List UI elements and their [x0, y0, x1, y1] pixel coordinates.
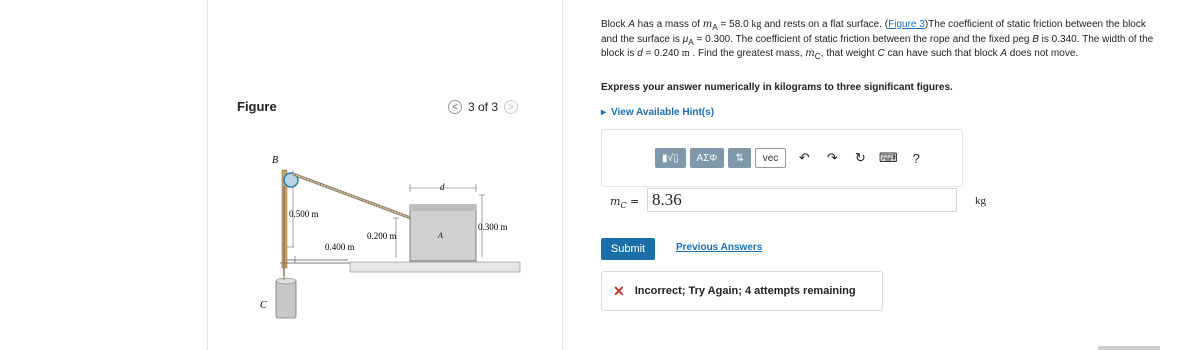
feedback-message: Incorrect; Try Again; 4 attempts remaining: [634, 285, 856, 297]
vector-button[interactable]: vec: [755, 148, 787, 168]
answer-variable-label: $m_C$ =: [610, 195, 640, 211]
answer-input[interactable]: 8.36: [647, 188, 957, 212]
submit-button[interactable]: Submit: [601, 238, 655, 260]
view-hints-link[interactable]: [601, 107, 714, 118]
figure-diagram: [260, 150, 530, 325]
figure-pager: [448, 100, 518, 114]
pager-text: 3 of 3: [468, 100, 499, 114]
feedback-box: [601, 271, 883, 311]
panel-divider: [562, 0, 563, 350]
label-weight-c: C: [260, 300, 267, 311]
left-panel-border: [207, 0, 208, 350]
answer-instruction: Express your answer numerically in kilograms to three significant figures.: [601, 82, 953, 93]
templates-button[interactable]: ▮√▯: [655, 148, 686, 168]
block-a: [410, 205, 476, 261]
previous-answers-link[interactable]: Previous Answers: [676, 242, 763, 253]
greek-symbols-button[interactable]: ΑΣΦ: [690, 148, 725, 168]
label-block-height: 0.300 m: [478, 222, 508, 232]
keyboard-icon[interactable]: ⌨: [878, 150, 898, 165]
label-horizontal: 0.400 m: [325, 242, 355, 252]
weight-c: [276, 280, 296, 318]
figure-3-link[interactable]: Figure 3: [888, 19, 925, 30]
prev-figure-button[interactable]: <: [448, 100, 462, 114]
next-figure-button[interactable]: >: [504, 100, 518, 114]
label-block-a: A: [438, 231, 443, 240]
incorrect-icon: ✕: [613, 282, 625, 299]
label-height-attach: 0.200 m: [367, 231, 397, 241]
math-toolbar: [655, 148, 926, 168]
expand-arrow-icon: ▸: [601, 107, 607, 118]
problem-statement: Block A has a mass of $m_A = 58.0$ kg and rests on a flat surface. (Figure 3)The coefficient of static friction between the block and the surface is $\mu_A = 0.300$. The coefficient of static friction between the rope and the fixed peg B is 0.340. The width of the block is d = 0.240 m . Find the greatest mass, $m_C$, that weight C can have such that block A does not move.: [601, 19, 1154, 61]
answer-unit: kg: [975, 195, 986, 207]
flat-surface: [350, 262, 520, 272]
undo-icon[interactable]: ↶: [798, 150, 810, 165]
label-peg-b: B: [272, 155, 279, 166]
figure-title: Figure: [237, 99, 277, 114]
horizontal-scrollbar[interactable]: [1098, 346, 1160, 350]
reset-icon[interactable]: ↻: [854, 150, 866, 165]
redo-icon[interactable]: ↷: [826, 150, 838, 165]
help-icon[interactable]: ?: [912, 150, 920, 166]
label-height-rope: 0.500 m: [289, 209, 319, 219]
label-width-d: d: [440, 182, 445, 192]
hint-label: View Available Hint(s): [611, 107, 715, 118]
arrows-button[interactable]: ⇅: [728, 148, 750, 168]
